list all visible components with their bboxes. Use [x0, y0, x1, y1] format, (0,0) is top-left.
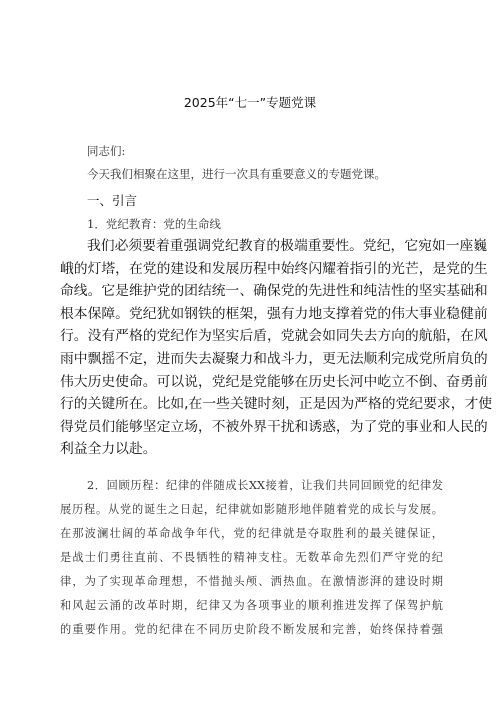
greeting: 同志们:: [87, 144, 126, 158]
paragraph-line: 律，为了实现革命理想，不惜抛头颅、洒热血。在激情澎湃的建设时期: [60, 575, 443, 588]
paragraph-discipline-history: [60, 474, 443, 642]
paragraph-line: 命线。它是维护党的团结统一、确保党的先进性和纯洁性的坚实基础和: [60, 283, 488, 300]
paragraph-line: 得党员们能够坚定立场，不被外界干扰和诱惑，为了党的事业和人民的: [60, 418, 488, 435]
paragraph-line: 是战士们勇往直前、不畏牺牲的精神支柱。无数革命先烈们严守党的纪: [60, 551, 443, 564]
subsection-heading-party-discipline: 1．党纪教育：党的生命线: [87, 217, 221, 231]
paragraph-line: 雨中飘摇不定，进而失去凝聚力和战斗力，更无法顺利完成党所肩负的: [60, 350, 488, 367]
paragraph-line: 峨的灯塔，在党的建设和发展历程中始终闪耀着指引的光芒，是党的生: [60, 260, 488, 277]
document-title: 2025年“七一”专题党课: [183, 95, 317, 110]
paragraph-line: 行的关键所在。比如,在一些关键时刻，正是因为严格的党纪要求，才使: [60, 396, 493, 413]
paragraph-line: 根本保障。党纪犹如钢铁的框架，强有力地支撑着党的伟大事业稳健前: [60, 305, 488, 322]
paragraph-line: 我们必须要着重强调党纪教育的极端重要性。党纪，它宛如一座巍: [87, 238, 488, 254]
paragraph-line: 利益全力以赴。: [60, 441, 157, 458]
paragraph-line: 伟大历史使命。可以说，党纪是党能够在历史长河中屹立不倒、奋勇前: [60, 373, 488, 390]
paragraph-party-discipline: [60, 235, 493, 461]
intro-sentence: 今天我们相聚在这里，进行一次具有重要意义的专题党课。: [87, 167, 386, 181]
paragraph-line: 和风起云涌的改革时期，纪律又为各项事业的顺利推进发挥了保驾护航: [60, 599, 443, 612]
section-heading-introduction: 一、引言: [87, 193, 138, 208]
paragraph-line: 的重要作用。党的纪律在不同历史阶段不断发展和完善，始终保持着强: [60, 623, 443, 636]
paragraph-line: 2．回顾历程：纪律的伴随成长XX接着，让我们共同回顾党的纪律发: [87, 479, 443, 492]
paragraph-line: 展历程。从党的诞生之日起，纪律就如影随形地伴随着党的成长与发展。: [60, 503, 443, 516]
paragraph-line: 行。没有严格的党纪作为坚实后盾，党就会如同失去方向的航船，在风: [60, 328, 488, 345]
paragraph-line: 在那波澜壮阔的革命战争年代，党的纪律就是夺取胜利的最关键保证，: [60, 527, 443, 540]
